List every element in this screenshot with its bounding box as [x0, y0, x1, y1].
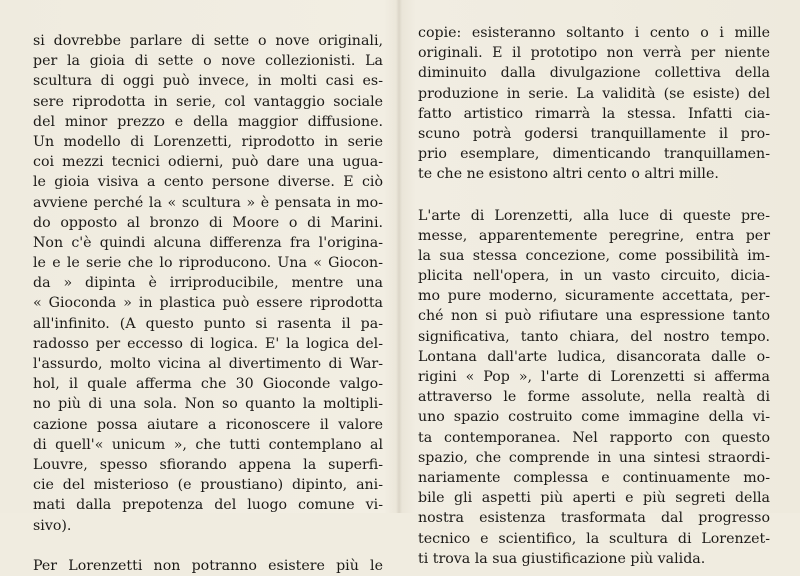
paragraph-gap [33, 536, 383, 556]
text-line: uno spazio costruito come immagine della vi- [418, 409, 770, 426]
text-line: si dovrebbe parlare di sette o nove originali, [33, 33, 383, 49]
left-page-text [33, 31, 383, 576]
right-paragraph-1 [418, 23, 770, 185]
text-line: Per Lorenzetti non potranno esistere più le [33, 557, 383, 574]
text-line: copie: esisteranno soltanto i cento o i mille [418, 25, 770, 41]
text-line: le gioia visiva a cento persone diverse. E ciò [33, 174, 383, 191]
text-line: mati dalla prepotenza del luogo comune vi- [33, 497, 383, 514]
text-line: originali. E il prototipo non verrà per niente [418, 45, 770, 62]
text-line: sivo). [33, 517, 72, 534]
right-paragraph-2 [418, 206, 770, 569]
text-line: hol, il quale afferma che 30 Gioconde valgo- [33, 376, 383, 393]
text-line: L'arte di Lorenzetti, alla luce di queste pre- [418, 207, 770, 224]
text-line: l'assurdo, molto vicina al divertimento di War- [33, 356, 383, 372]
text-line: « Gioconda » in plastica può essere riprodotta [33, 295, 383, 312]
text-line: nariamente complessa e continuamente mo- [418, 469, 770, 486]
text-line: per la gioia di sette o nove collezionisti. La [33, 53, 383, 70]
text-line: plicita nell'opera, in un vasto circuito, dicia- [418, 268, 770, 285]
text-line: da » dipinta è irriproducibile, mentre una [33, 275, 383, 292]
text-line: ché non si può rifiutare una espressione tanto [418, 308, 770, 325]
text-line: radosso per eccesso di logica. E' la logica del- [33, 335, 383, 352]
text-line: del minor prezzo e della maggior diffusione. [33, 113, 383, 130]
text-line: tecnico e scientifico, la scultura di Lorenzet- [418, 530, 770, 547]
text-line: avviene perché la « scultura » è pensata in mo- [33, 194, 383, 211]
page-gutter [396, 0, 402, 513]
text-line: cie del misterioso (e proustiano) dipinto, ani- [33, 477, 383, 494]
text-line: le e le serie che lo riproducono. Una « Giocon- [33, 255, 383, 272]
text-line: cazione possa aiutare a riconoscere il valore [33, 416, 383, 433]
text-line: messe, apparentemente peregrine, entra per [418, 227, 770, 244]
text-line: Non c'è quindi alcuna differenza fra l'origina- [33, 234, 383, 251]
text-line: Louvre, spesso sfiorando appena la superfi- [33, 456, 383, 473]
text-line: scultura di oggi può invece, in molti casi es- [33, 73, 383, 90]
text-line: spazio, che comprende in una sintesi straordi- [418, 449, 770, 466]
text-line: attraverso le forme assolute, nella realtà di [418, 389, 770, 406]
text-line: Un modello di Lorenzetti, riprodotto in serie [33, 133, 383, 150]
text-line: fatto artistico rimarrà la stessa. Infatti cia- [418, 105, 770, 122]
text-line: la sua stessa concezione, come possibilità im- [418, 247, 770, 264]
text-line: rigini « Pop », l'arte di Lorenzetti si afferma [418, 369, 770, 385]
text-line: diminuito dalla divulgazione collettiva della [418, 65, 770, 82]
text-line: ta contemporanea. Nel rapporto con questo [418, 429, 770, 446]
left-paragraph-2 [33, 556, 383, 576]
left-paragraph-1 [33, 31, 383, 536]
text-line: mo pure moderno, sicuramente accettata, per- [418, 288, 770, 305]
text-line: no più di una sola. Non so quanto la moltipli- [33, 396, 383, 413]
text-line: di quell'« unicum », che tutti contemplano al [33, 436, 383, 453]
text-line: bile gli aspetti più aperti e più segreti della [418, 490, 770, 507]
text-line: all'infinito. (A questo punto si rasenta il pa- [33, 315, 383, 332]
text-line: coi mezzi tecnici odierni, può dare una ugua- [33, 154, 383, 171]
text-line: significativa, tanto chiara, del nostro tempo. [418, 328, 770, 345]
right-page-text [418, 23, 770, 569]
text-line: nostra esistenza trasformata dal progresso [418, 510, 770, 527]
text-line: sere riprodotta in serie, col vantaggio sociale [33, 93, 383, 110]
text-line: do opposto al bronzo di Moore o di Marini. [33, 214, 383, 231]
text-line: produzione in serie. La validità (se esiste) del [418, 85, 770, 102]
text-line: te che ne esistono altri cento o altri mille. [418, 166, 719, 183]
text-line: ti trova la sua giustificazione più valida. [418, 550, 706, 567]
text-line: prio esemplare, dimenticando tranquillamen- [418, 146, 770, 163]
text-line: Lontana dall'arte ludica, disancorata dalle o- [418, 348, 770, 365]
text-line: scuno potrà godersi tranquillamente il pro- [418, 125, 770, 142]
paragraph-gap [418, 185, 770, 206]
